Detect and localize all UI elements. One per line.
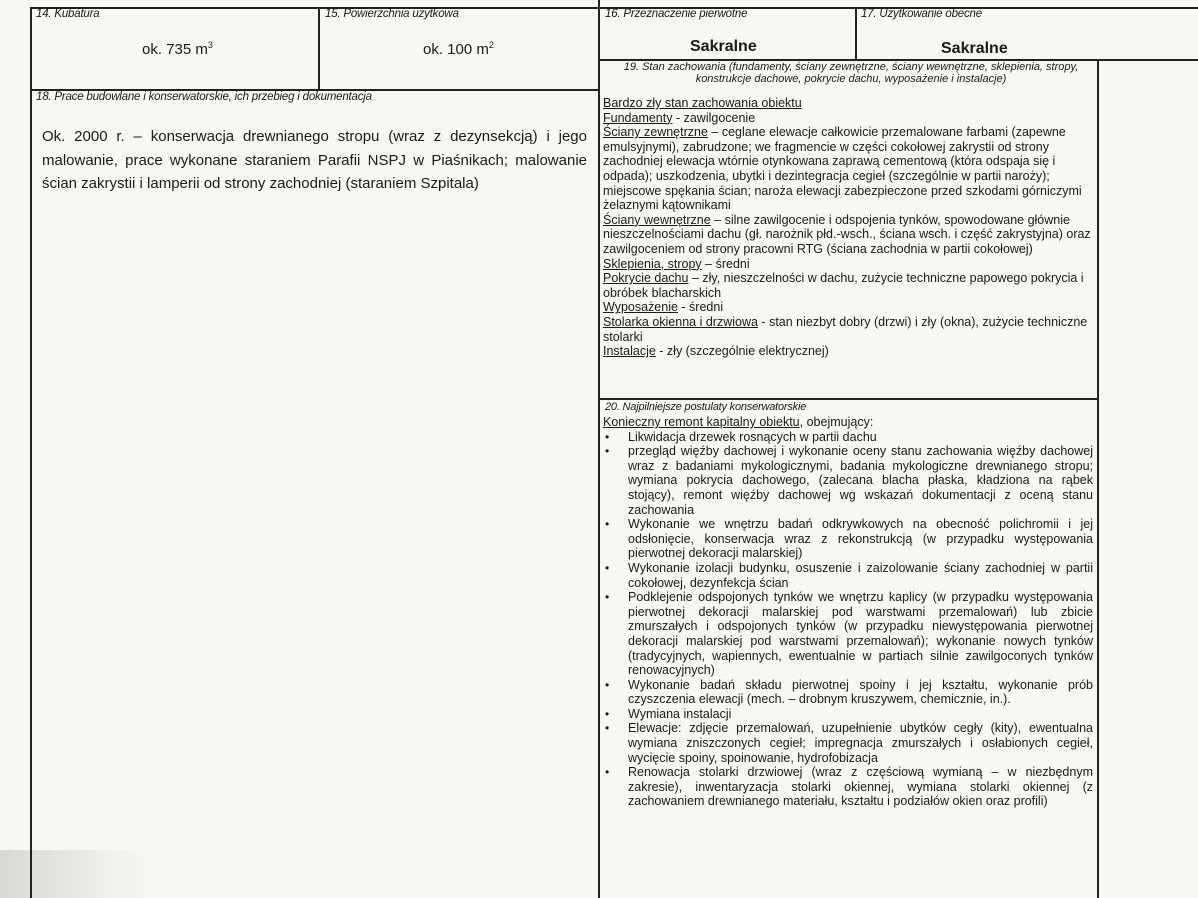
condition-item-head: Sklepienia, stropy	[603, 256, 702, 271]
condition-item-head: Instalacje	[603, 344, 656, 359]
condition-item-text: stan niezbyt dobry (drzwi) i zły (okna), zużycie techniczne stolarki	[603, 314, 1088, 344]
postulate-item: • Renowacja stolarki drzwiowej (wraz z częściową wymianą – w niezbędnym zakresie), inwentaryzacja stolarki okiennej, wymiana stolarki okiennej (z zachowaniem drewnianego materiału, kształtu i podziałów okien oraz profili)	[603, 765, 1093, 809]
section-19-body	[603, 96, 1093, 359]
condition-item-text: zły (szczególnie elektrycznej)	[663, 344, 829, 359]
field-17-value: Sakralne	[941, 40, 1008, 57]
condition-item-head: Ściany zewnętrzne	[603, 125, 708, 140]
section-18-text: Ok. 2000 r. – konserwacja drewnianego stropu (wraz z dezynsekcją) i jego malowanie, prace wykonane staraniem Parafii NSPJ w Piaśnikach; malowanie ścian zakrystii i lamperii od strony zachodniej (staraniem Szpitala)	[42, 128, 587, 192]
field-15-value: ok. 100 $m^2$	[423, 40, 494, 58]
field-14-value: ok. 735 $m^3$	[142, 40, 213, 58]
condition-item	[603, 271, 1093, 300]
postulate-item: • Wykonanie we wnętrzu badań odkrywkowych na obecność polichromii i jej odsłonięcie, konserwacja wraz z rekonstrukcją (w przypadku występowania pierwotnej dekoracji malarskiej)	[603, 517, 1093, 561]
postulate-item: • Wykonanie badań składu pierwotnej spoiny i jej kształtu, wykonanie prób czyszczenia elewacji (mech. – drobnym kruszywem, chemicznie, in.).	[603, 678, 1093, 707]
postulate-item: • Podklejenie odspojonych tynków we wnętrzu kaplicy (w przypadku występowania pierwotnej dekoracji malarskiej pod warstwami przemalowań) lub zbicie zmurszałych i odspojonych tynków (w przypadku niewystępowania pierwotnej dekoracji malarskiej pod warstwami przemalowań); wykonanie nowych tynków (tradycyjnych, wapiennych, ewentualnie w partiach silnie zawilgoconych tynków renowacyjnych)	[603, 590, 1093, 678]
section-20-label: 20. Najpilniejsze postulaty konserwatorskie	[605, 401, 807, 413]
condition-item	[603, 257, 1093, 272]
condition-items	[603, 111, 1093, 359]
condition-item-head: Pokrycie dachu	[603, 271, 689, 286]
condition-item	[603, 213, 1093, 257]
condition-item	[603, 125, 1093, 213]
condition-item-sep: –	[701, 256, 713, 271]
condition-item-head: Ściany wewnętrzne	[603, 212, 711, 227]
postulate-item: • Likwidacja drzewek rosnących w partii dachu	[603, 430, 1093, 445]
rule-under-19	[598, 398, 1098, 400]
rule-16-17	[855, 7, 857, 59]
postulates-list	[603, 430, 1093, 809]
rule-14-15	[318, 7, 320, 89]
field-17-label: 17. Użytkowanie obecne	[861, 8, 982, 20]
rule-left	[30, 7, 32, 898]
field-14-label: 14. Kubatura	[36, 8, 100, 20]
condition-item-sep: –	[688, 271, 699, 286]
condition-item-sep: –	[710, 212, 722, 227]
condition-item-text: średni	[685, 300, 724, 315]
condition-item-sep: –	[707, 125, 719, 140]
field-15-label: 15. Powierzchnia użytkowa	[325, 8, 459, 20]
condition-item-text: silne zawilgocenie i odspojenia tynków, spowodowane głównie nieszczelnościami dachu (gł. narożnik płd.-wsch., ściana wsch. i część zakrystyjna) oraz zawilgoceniem od strony pracowni RTG (ściana zachodnia w partii cokołowej)	[603, 212, 1091, 256]
condition-item-head: Stolarka okienna i drzwiowa	[603, 314, 758, 329]
section-19-label: 19. Stan zachowania (fundamenty, ściany zewnętrzne, ściany wewnętrzne, sklepienia, stropy, konstrukcje dachowe, pokrycie dachu, wyposażenie i instalacje)	[623, 61, 1079, 85]
condition-item-text: zły, nieszczelności w dachu, zużycie techniczne papowego pokrycia i obróbek blacharskich	[603, 271, 1084, 300]
condition-item-sep: -	[672, 110, 684, 125]
condition-item-text: ceglane elewacje całkowicie przemalowane farbami (zapewne emulsyjnymi), zabrudzone; we fragmencie w części cokołowej zakrystii od strony zachodniej elewacja wtórnie otynkowana zaprawą cementową (która odspaja się i odpada); uszkodzenia, ubytki i dezintegracja cegieł (szczególnie w partii naroży); miejscowe spękania ścian; naroża elewacji zabezpieczone przed szkodami górniczymi żelaznymi kątownikami	[603, 125, 1082, 213]
condition-item-sep: -	[677, 300, 686, 315]
scan-shadow	[0, 850, 150, 898]
field-16-value: Sakralne	[690, 38, 757, 55]
section-20-body	[603, 415, 1093, 809]
condition-summary: Bardzo zły stan zachowania obiektu	[603, 96, 802, 110]
condition-item-sep: -	[757, 314, 766, 329]
rule-right	[1097, 59, 1099, 898]
condition-item	[603, 315, 1093, 344]
condition-item-head: Wyposażenie	[603, 300, 678, 315]
rule-middle	[598, 0, 600, 898]
postulate-item: • Wykonanie izolacji budynku, osuszenie i zaizolowanie ściany zachodniej w partii cokołowej, dezynfekcja ścian	[603, 561, 1093, 590]
postulates-intro: Konieczny remont kapitalny obiektu, obejmujący:	[603, 415, 874, 429]
postulate-item: • przegląd więźby dachowej i wykonanie oceny stanu zachowania więźby dachowej wraz z badaniami mykologicznymi, badania mykologiczne drewnianego stropu; wymiana pokrycia dachowego, (zalecana blacha płaska, kładziona na rąbek stojący), remont więźby dachowej wg wskazań dokumentacji z oceną stanu zachowania	[603, 444, 1093, 517]
condition-item	[603, 111, 1093, 126]
field-16-label: 16. Przeznaczenie pierwotne	[605, 8, 748, 20]
condition-item	[603, 344, 1093, 359]
condition-item	[603, 300, 1093, 315]
condition-item-sep: -	[655, 344, 664, 359]
condition-item-text: zawilgocenie	[683, 110, 756, 125]
section-18-label: 18. Prace budowlane i konserwatorskie, ich przebieg i dokumentacja	[36, 91, 372, 103]
condition-item-text: średni	[712, 256, 750, 271]
postulate-item: • Elewacje: zdjęcie przemalowań, uzupełnienie ubytków cegły (kity), ewentualna wymiana zniszczonych cegieł; impregnacja zmurszałych i osłabionych cegieł, wycięcie spoiny, spoinowanie, hydrofobizacja	[603, 721, 1093, 765]
cut-off-line	[626, 885, 926, 898]
postulate-item: • Wymiana instalacji	[603, 707, 1093, 722]
condition-item-head: Fundamenty	[603, 110, 673, 125]
